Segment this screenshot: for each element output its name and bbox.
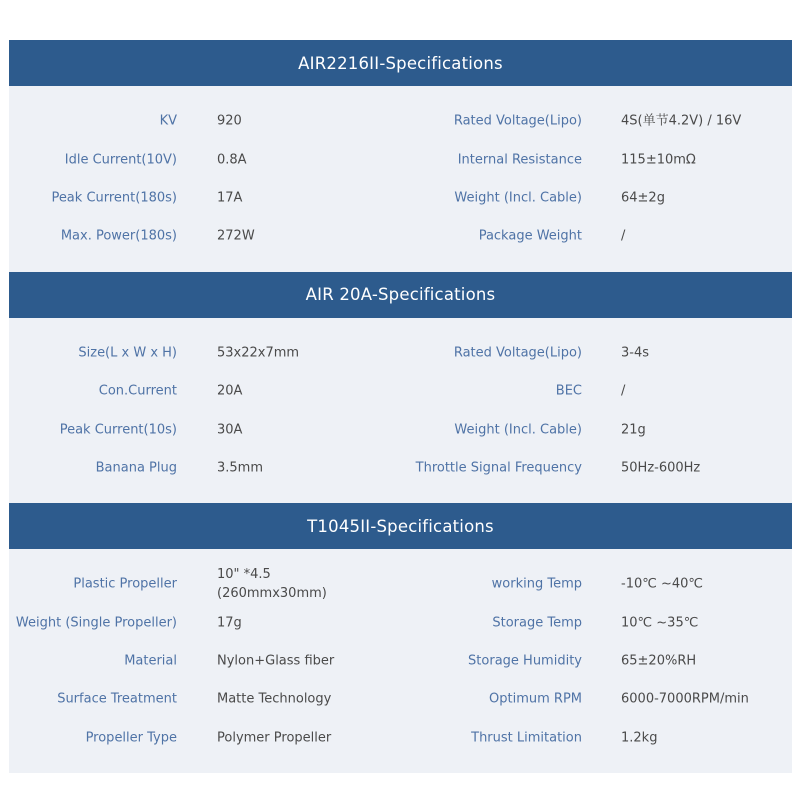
spec-row bbox=[9, 179, 792, 217]
spec-value: / bbox=[621, 228, 626, 244]
spec-row bbox=[9, 334, 792, 372]
spec-value: 17A bbox=[217, 190, 243, 206]
spec-value: 920 bbox=[217, 113, 242, 129]
spec-label: Plastic Propeller bbox=[73, 576, 177, 592]
spec-label: KV bbox=[159, 113, 177, 129]
spec-label: Rated Voltage(Lipo) bbox=[453, 345, 582, 361]
spec-value: 64±2g bbox=[621, 190, 665, 206]
spec-row bbox=[9, 102, 792, 140]
section-title: T1045II-Specifications bbox=[9, 503, 792, 549]
spec-label: Surface Treatment bbox=[57, 691, 177, 707]
spec-value: 30A bbox=[217, 422, 243, 438]
spec-value: 3-4s bbox=[621, 345, 650, 361]
spec-row bbox=[9, 410, 792, 448]
spec-label: Rated Voltage(Lipo) bbox=[453, 113, 582, 129]
spec-value: 53x22x7mm bbox=[217, 345, 300, 361]
spec-label: working Temp bbox=[491, 576, 582, 592]
spec-label: Storage Temp bbox=[492, 615, 582, 631]
spec-value: Polymer Propeller bbox=[217, 730, 332, 746]
section-title: AIR 20A-Specifications bbox=[9, 272, 792, 318]
spec-value bbox=[217, 565, 327, 603]
spec-label: BEC bbox=[555, 383, 582, 399]
spec-value-line: 10" *4.5 bbox=[217, 567, 271, 583]
spec-label: Weight (Incl. Cable) bbox=[454, 190, 582, 206]
spec-value: 21g bbox=[621, 422, 646, 438]
section-title: AIR2216II-Specifications bbox=[9, 40, 792, 86]
spec-label: Con.Current bbox=[98, 383, 177, 399]
spec-label: Optimum RPM bbox=[489, 691, 582, 707]
spec-label: Propeller Type bbox=[85, 730, 177, 746]
spec-row bbox=[9, 565, 792, 603]
spec-row bbox=[9, 449, 792, 487]
spec-row bbox=[9, 680, 792, 718]
esc-spec-section bbox=[9, 272, 792, 504]
spec-row bbox=[9, 217, 792, 255]
spec-value: 50Hz-600Hz bbox=[621, 460, 701, 476]
spec-label: Peak Current(180s) bbox=[51, 190, 177, 206]
spec-label: Max. Power(180s) bbox=[60, 228, 177, 244]
spec-value: 17g bbox=[217, 615, 242, 631]
spec-value: / bbox=[621, 383, 626, 399]
spec-label: Internal Resistance bbox=[457, 152, 582, 168]
spec-value: -10℃ ~40℃ bbox=[621, 576, 703, 592]
spec-label: Peak Current(10s) bbox=[59, 422, 177, 438]
spec-label: Size(L x W x H) bbox=[78, 345, 177, 361]
spec-label: Throttle Signal Frequency bbox=[415, 460, 582, 476]
spec-value: 0.8A bbox=[217, 152, 247, 168]
spec-sheet bbox=[9, 40, 792, 773]
spec-label: Material bbox=[124, 653, 177, 669]
spec-value: 10℃ ~35℃ bbox=[621, 615, 699, 631]
spec-label: Thrust Limitation bbox=[471, 730, 582, 746]
spec-value: 6000-7000RPM/min bbox=[621, 691, 749, 707]
spec-label: Package Weight bbox=[478, 228, 582, 244]
spec-label: Storage Humidity bbox=[468, 653, 582, 669]
motor-spec-section bbox=[9, 40, 792, 272]
spec-row bbox=[9, 719, 792, 757]
spec-label: Weight (Incl. Cable) bbox=[454, 422, 582, 438]
spec-value: 1.2kg bbox=[621, 730, 658, 746]
spec-value: Nylon+Glass fiber bbox=[217, 653, 335, 669]
spec-value: Matte Technology bbox=[217, 691, 332, 707]
spec-label: Banana Plug bbox=[95, 460, 177, 476]
spec-value: 272W bbox=[217, 228, 255, 244]
spec-row bbox=[9, 372, 792, 410]
spec-label: Weight (Single Propeller) bbox=[15, 615, 177, 631]
spec-value: 115±10mΩ bbox=[621, 152, 696, 168]
spec-row bbox=[9, 604, 792, 642]
spec-label: Idle Current(10V) bbox=[64, 152, 177, 168]
spec-value: 20A bbox=[217, 383, 243, 399]
spec-row bbox=[9, 642, 792, 680]
propeller-spec-section bbox=[9, 503, 792, 773]
spec-row bbox=[9, 140, 792, 178]
spec-value-line: (260mmx30mm) bbox=[217, 586, 327, 602]
spec-value: 4S(单节4.2V) / 16V bbox=[621, 113, 742, 129]
spec-value: 65±20%RH bbox=[621, 653, 697, 669]
spec-value: 3.5mm bbox=[217, 460, 264, 476]
